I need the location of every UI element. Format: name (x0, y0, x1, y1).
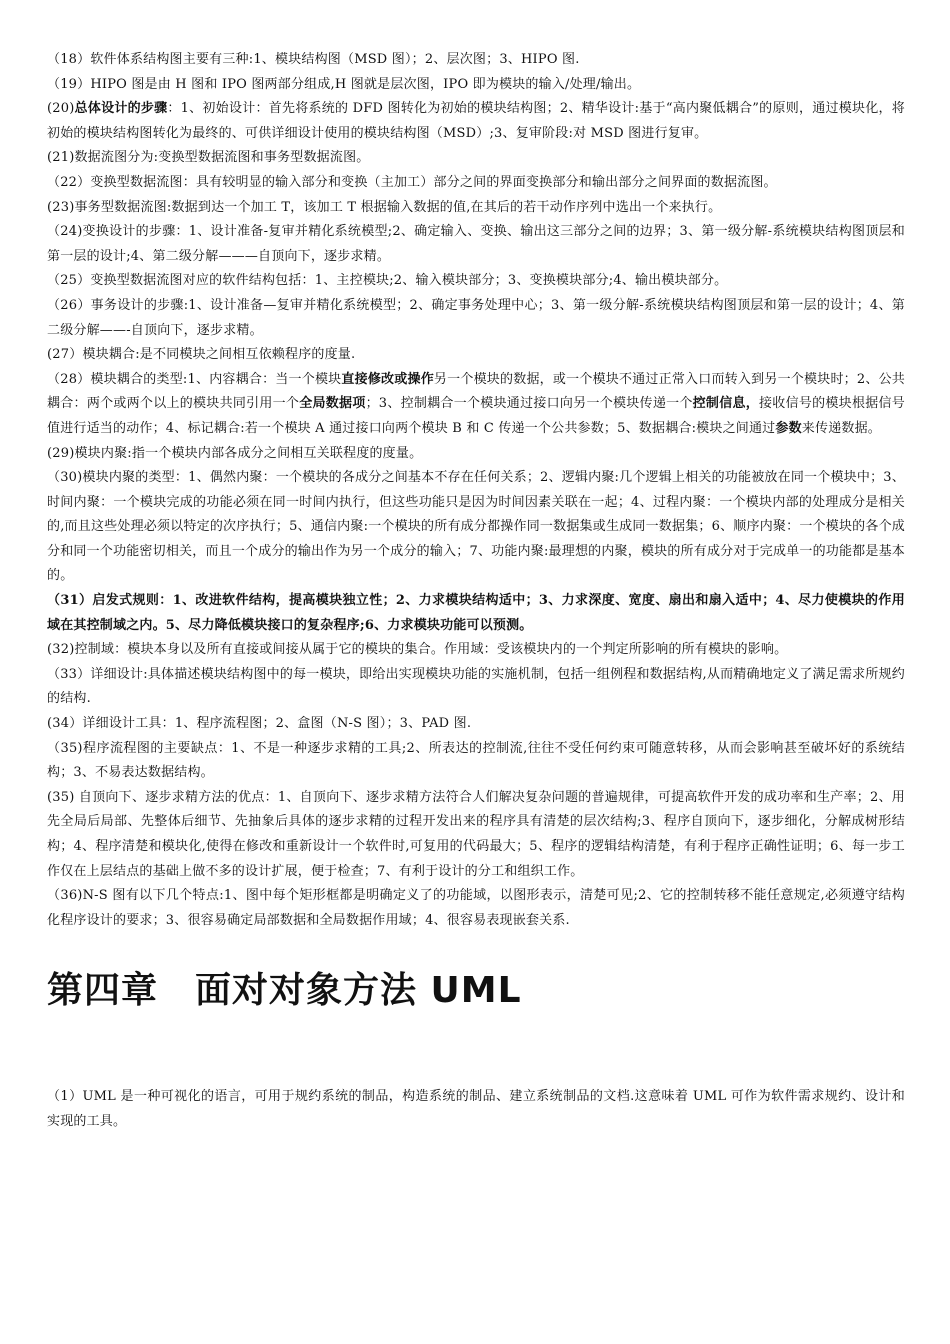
item-27: (27）模块耦合:是不同模块之间相互依赖程序的度量. (47, 347, 356, 363)
item-21: (21)数据流图分为:变换型数据流图和事务型数据流图。 (47, 150, 370, 166)
item-22: （22）变换型数据流图：具有较明显的输入部分和变换（主加工）部分之间的界面变换部分和输出部分之间界面的数据流图。 (47, 174, 777, 190)
item-35a: （35)程序流程图的主要缺点：1、不是一种逐步求精的工具;2、所表达的控制流,往往不受任何约束可随意转移，从而会影响甚至破坏好的系统结构；3、不易表达数据结构。 (47, 740, 905, 781)
item-28: （28）模块耦合的类型:1、内容耦合：当一个模块直接修改或操作另一个模块的数据，或一个模块不通过正常入口而转入到另一个模块时；2、公共耦合：两个或两个以上的模块共同引用一个全局数据项；3、控制耦合一个模块通过接口向另一个模块传递一个控制信息，接收信号的模块根据信号值进行适当的动作；4、标记耦合:若一个模块 A 通过接口向两个模块 B 和 C 传递一个公共参数；5、数据耦合:模块之间通过参数来传递数据。 (47, 371, 905, 436)
item-30: （30)模块内聚的类型：1、偶然内聚：一个模块的各成分之间基本不存在任何关系；2、逻辑内聚:几个逻辑上相关的功能被放在同一个模块中；3、时间内聚：一个模块完成的功能必须在同一时间内执行，但这些功能只是因为时间因素关联在一起；4、过程内聚：一个模块内部的处理成分是相关的,而且这些处理必须以特定的次序执行；5、通信内聚:一个模块的所有成分都操作同一数据集或生成同一数据集；6、顺序内聚：一个模块的各个成分和同一个功能密切相关，而且一个成分的输出作为另一个成分的输入；7、功能内聚:最理想的内聚，模块的所有成分对于完成单一的功能都是基本的。 (47, 470, 905, 584)
item-26: （26）事务设计的步骤:1、设计准备—复审并精化系统模型；2、确定事务处理中心；3、第一级分解-系统模块结构图顶层和第一层的设计；4、第二级分解——-自顶向下，逐步求精。 (47, 297, 905, 338)
item-23: (23)事务型数据流图:数据到达一个加工 T，该加工 T 根据输入数据的值,在其后的若干动作序列中选出一个来执行。 (47, 199, 722, 215)
item-29: (29)模块内聚:指一个模块内部各成分之间相互关联程度的度量。 (47, 445, 423, 461)
item-20-bold: 总体设计的步骤 (74, 101, 168, 117)
item-25: （25）变换型数据流图对应的软件结构包括：1、主控模块;2、输入模块部分；3、变换模块部分;4、输出模块部分。 (47, 273, 728, 289)
chapter-title: 第四章 面对对象方法 UML (47, 970, 522, 1012)
uml-item-1: （1）UML 是一种可视化的语言，可用于规约系统的制品，构造系统的制品、建立系统制品的文档.这意味着 UML 可作为软件需求规约、设计和实现的工具。 (47, 1089, 905, 1129)
item-35b: (35) 自顶向下、逐步求精方法的优点：1、自顶向下、逐步求精方法符合人们解决复杂问题的普遍规律，可提高软件开发的成功率和生产率；2、用先全局后局部、先整体后细节、先抽象后具体的逐步求精的过程开发出来的程序具有清楚的层次结构;3、程序自顶向下，逐步细化，分解成树形结构；4、程序清楚和模块化,使得在修改和重新设计一个软件时,可复用的代码最大；5、程序的逻辑结构清楚，有利于程序正确性证明；6、每一步工作仅在上层结点的基础上做不多的设计扩展，便于检查；7、有利于设计的分工和组织工作。 (47, 789, 905, 879)
item-32: (32)控制域：模块本身以及所有直接或间接从属于它的模块的集合。作用域：受该模块内的一个判定所影响的所有模块的影响。 (47, 642, 788, 658)
item-31: （31）启发式规则：1、改进软件结构，提高模块独立性；2、力求模块结构适中；3、力求深度、宽度、扇出和扇入适中；4、尽力使模块的作用域在其控制域之内。5、尽力降低模块接口的复杂程序;6、力求模块功能可以预测。 (47, 593, 905, 633)
item-20: (20)总体设计的步骤：1、初始设计：首先将系统的 DFD 图转化为初始的模块结构图；2、精华设计:基于“高内聚低耦合”的原则，通过模块化，将初始的模块结构图转化为最终的、可供详细设计使用的模块结构图（MSD）;3、复审阶段:对 MSD 图进行复审。 (47, 101, 905, 141)
item-24: （24)变换设计的步骤：1、设计准备-复审并精化系统模型;2、确定输入、变换、输出这三部分之间的边界；3、第一级分解-系统模块结构图顶层和第一层的设计;4、第二级分解———自顶向下，逐步求精。 (47, 224, 905, 264)
item-36: （36)N-S 图有以下几个特点:1、图中每个矩形框都是明确定义了的功能域，以图形表示，清楚可见;2、它的控制转移不能任意规定,必须遵守结构化程序设计的要求；3、很容易确定局部数据和全局数据作用域；4、很容易表现嵌套关系. (47, 888, 905, 928)
document-page (47, 48, 905, 1135)
item-19: （19）HIPO 图是由 H 图和 IPO 图两部分组成,H 图就是层次图，IPO 即为模块的输入/处理/输出。 (47, 76, 641, 92)
item-33: （33）详细设计:具体描述模块结构图中的每一模块，即给出实现模块功能的实施机制，包括一组例程和数据结构,从而精确地定义了满足需求所规约的结构. (47, 666, 905, 707)
item-34: (34）详细设计工具：1、程序流程图；2、盒图（N-S 图）；3、PAD 图. (47, 716, 472, 732)
item-18: （18）软件体系结构图主要有三种:1、模块结构图（MSD 图）；2、层次图；3、HIPO 图. (47, 52, 580, 67)
